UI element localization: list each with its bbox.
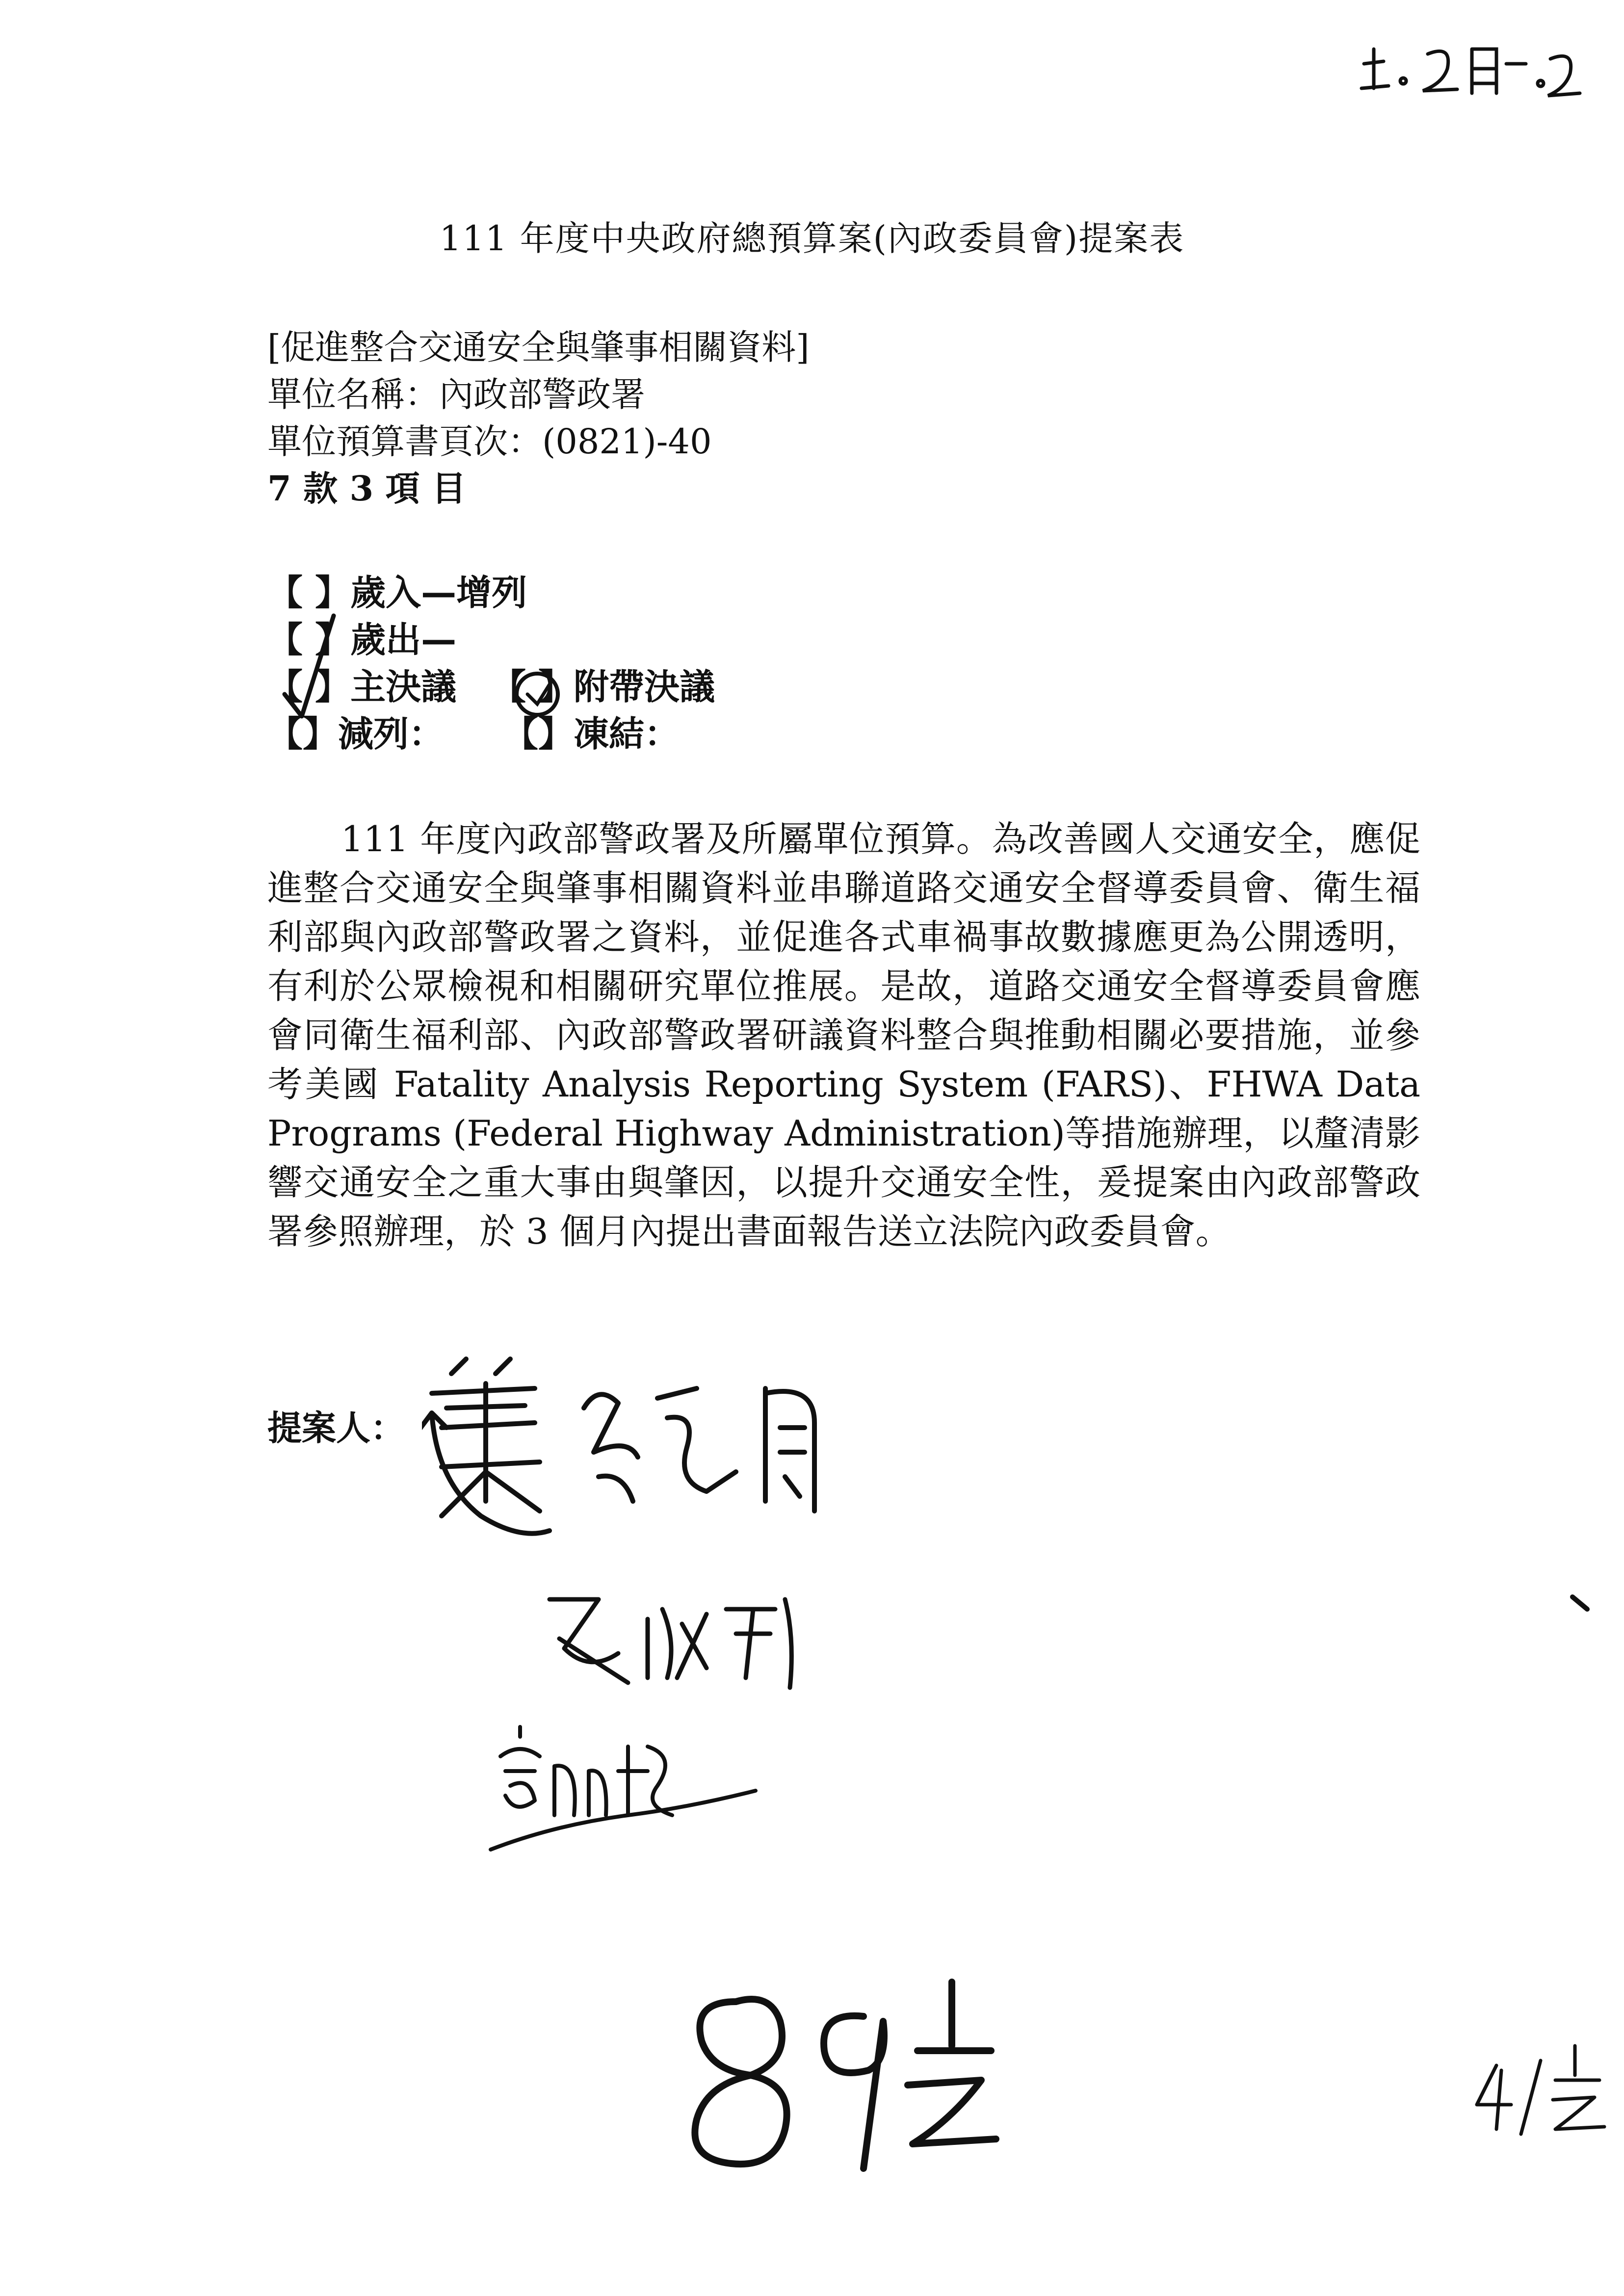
page-title: 111 年度中央政府總預算案(內政委員會)提案表 [439, 218, 1185, 259]
signature-1 [422, 1354, 864, 1585]
unit-name: 單位名稱：內政部警政署 [267, 374, 645, 415]
handwritten-circle-mark [510, 667, 564, 721]
scan-speck [1570, 1594, 1590, 1614]
option-reduce: 【】減列： [267, 713, 445, 755]
budget-page-ref: 單位預算書頁次：(0821)-40 [267, 421, 712, 462]
signature-3 [481, 1717, 765, 1864]
option-attached-resolution: 【 】附帶決議 [491, 666, 715, 707]
option-main-resolution: 【 】主決議 [267, 666, 457, 707]
proposal-info [267, 324, 810, 512]
signature-2 [530, 1580, 824, 1707]
handwritten-date-note [1354, 34, 1585, 108]
handwritten-check-mark [275, 611, 343, 724]
option-freeze: 【】凍結： [503, 713, 680, 755]
handwritten-page-note [1467, 2041, 1614, 2139]
option-expense: 【 】歲出— [267, 619, 457, 660]
item-reference: 7 款 3 項 目 [267, 468, 466, 509]
option-income: 【 】歲入—增列 [267, 572, 527, 613]
proposer-label: 提案人： [267, 1408, 405, 1448]
proposal-subject: [促進整合交通安全與肇事相關資料] [267, 327, 810, 367]
handwritten-number [677, 1972, 1021, 2178]
proposal-body: 111 年度內政部警政署及所屬單位預算。為改善國人交通安全，應促進整合交通安全與肇事相關資料並串聯道路交通安全督導委員會、衛生福利部與內政部警政署之資料，並促進各式車禍事故數據應更為公開透明，有利於公眾檢視和相關研究單位推展。是故，道路交通安全督導委員會應會同衛生福利部、內政部警政署研議資料整合與推動相關必要措施，並參考美國 Fatality Analysis Reporting System (FARS)、FHWA Data Programs (Federal Highway Administration)等措施辦理，以釐清影響交通安全之重大事由與肇因，以提升交通安全性，爰提案由內政部警政署參照辦理，於 3 個月內提出書面報告送立法院內政委員會。 [267, 818, 1420, 1252]
